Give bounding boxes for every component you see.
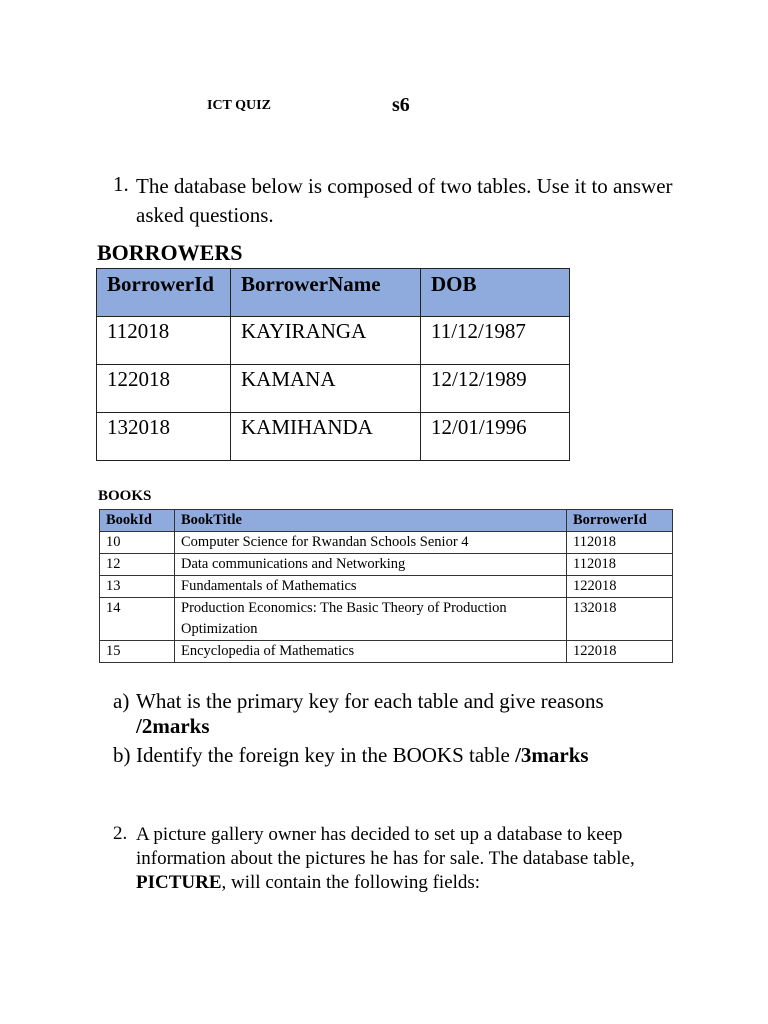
table-cell: 132018 [97,413,231,461]
table-row [100,598,673,641]
table-cell: 13 [100,576,175,598]
question-2-tail: , will contain the following fields: [221,872,481,893]
table-cell: 11/12/1987 [421,317,570,365]
table-cell: Fundamentals of Mathematics [175,576,567,598]
table-cell: 10 [100,532,175,554]
subquestion-a-label: a) [113,689,130,713]
column-header: BookId [100,510,175,532]
table-cell: KAMIHANDA [231,413,421,461]
borrowers-table [96,268,570,461]
question-2-body: A picture gallery owner has decided to set up a database to keep information about the pictures he has for sale. The database table, [136,824,635,869]
table-row [100,641,673,663]
table-cell: 122018 [97,365,231,413]
question-1-text: The database below is composed of two tables. Use it to answer asked questions. [136,174,673,227]
table-cell: Encyclopedia of Mathematics [175,641,567,663]
column-header: BorrowerId [97,269,231,317]
subquestion-a-text [136,689,696,739]
quiz-title: ICT QUIZ [207,98,271,113]
table-row [97,317,570,365]
table-cell: 112018 [567,554,673,576]
table-cell: 15 [100,641,175,663]
column-header: BookTitle [175,510,567,532]
subquestion-a-marks: /2marks [136,714,210,738]
table-cell: 14 [100,598,175,641]
column-header: BorrowerId [567,510,673,532]
table-cell: 12/12/1989 [421,365,570,413]
table-row [97,365,570,413]
subquestion-b-body: Identify the foreign key in the BOOKS table [136,743,510,767]
column-header: DOB [421,269,570,317]
borrowers-table-title: BORROWERS [97,240,243,265]
question-2-text [136,823,696,895]
subquestion-b-label: b) [113,743,131,767]
table-cell: 122018 [567,576,673,598]
subquestion-b-marks: /3marks [515,743,589,767]
table-cell: KAMANA [231,365,421,413]
table-cell: KAYIRANGA [231,317,421,365]
table-row [100,532,673,554]
table-row [100,576,673,598]
class-level: s6 [392,94,410,116]
table-header-row [100,510,673,532]
books-table-title: BOOKS [98,488,152,504]
column-header: BorrowerName [231,269,421,317]
table-cell: 12 [100,554,175,576]
table-cell: 112018 [97,317,231,365]
table-row [97,413,570,461]
table-cell: 132018 [567,598,673,641]
question-2-number: 2. [113,823,128,844]
table-cell: Production Economics: The Basic Theory of Production Optimization [175,598,567,641]
table-header-row [97,269,570,317]
table-cell: Data communications and Networking [175,554,567,576]
subquestion-b-text [136,743,716,768]
table-name-emphasis: PICTURE [136,872,222,893]
table-cell: 122018 [567,641,673,663]
table-cell: 112018 [567,532,673,554]
question-1-number: 1. [113,172,129,196]
subquestion-a-body: What is the primary key for each table and give reasons [136,689,604,713]
table-cell: Computer Science for Rwandan Schools Senior 4 [175,532,567,554]
table-cell: 12/01/1996 [421,413,570,461]
table-row [100,554,673,576]
books-table [99,509,673,663]
